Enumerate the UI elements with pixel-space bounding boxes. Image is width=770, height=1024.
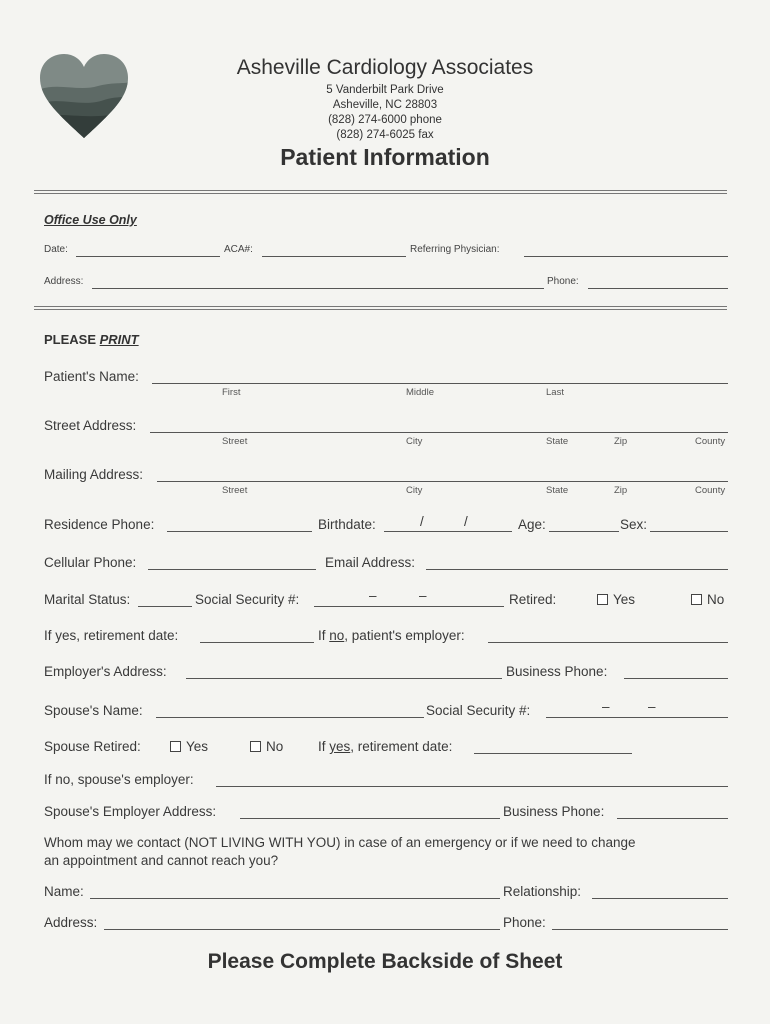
emergency-phone-field[interactable]: [552, 929, 728, 930]
ssn-dash-2: –: [419, 588, 427, 603]
spouse-retirement-date-field[interactable]: [474, 753, 632, 754]
retired-label: Retired:: [509, 592, 557, 607]
email-label: Email Address:: [325, 555, 416, 570]
age-label: Age:: [518, 517, 546, 532]
office-date-label: Date:: [44, 244, 68, 255]
page-title: Patient Information: [280, 144, 490, 170]
patient-employer-label: [318, 628, 465, 643]
emergency-relationship-label: Relationship:: [503, 884, 582, 899]
office-phone-label: Phone:: [547, 276, 579, 287]
office-phone-field[interactable]: [588, 288, 728, 289]
street-address-field[interactable]: [150, 432, 728, 433]
patient-employer-field[interactable]: [488, 642, 728, 643]
if-yes-suffix: , retirement date:: [350, 739, 453, 754]
cellular-phone-field[interactable]: [148, 569, 316, 570]
spouse-retired-no-label: No: [266, 739, 284, 754]
state-caption: State: [546, 436, 569, 447]
emergency-phone-label: Phone:: [503, 915, 546, 930]
marital-status-label: Marital Status:: [44, 592, 131, 607]
emergency-relationship-field[interactable]: [592, 898, 728, 899]
header-divider: [34, 190, 727, 194]
print-label: PRINT: [99, 332, 139, 347]
city-caption: City: [406, 436, 423, 447]
org-address-line2: Asheville, NC 28803: [332, 99, 438, 111]
mailing-street-caption: Street: [222, 485, 248, 496]
birthdate-label: Birthdate:: [318, 517, 376, 532]
birthdate-slash-2: /: [464, 514, 468, 529]
if-yes-word: yes: [329, 739, 351, 754]
heart-logo-icon: [38, 52, 130, 140]
office-referring-field[interactable]: [524, 256, 728, 257]
retired-no-label: No: [707, 592, 725, 607]
ssn-label: Social Security #:: [195, 592, 300, 607]
spouse-retired-no-checkbox[interactable]: [250, 741, 261, 752]
org-address-line1: 5 Vanderbilt Park Drive: [326, 84, 444, 96]
office-aca-field[interactable]: [262, 256, 406, 257]
business-phone-label: Business Phone:: [506, 664, 608, 679]
retired-no-checkbox[interactable]: [691, 594, 702, 605]
office-aca-label: ACA#:: [224, 244, 253, 255]
marital-status-field[interactable]: [138, 606, 192, 607]
office-use-heading: Office Use Only: [44, 213, 137, 227]
spouse-employer-label: If no, spouse's employer:: [44, 772, 194, 787]
emergency-name-field[interactable]: [90, 898, 500, 899]
if-no-prefix: If: [318, 628, 330, 643]
emergency-question-line2: an appointment and cannot reach you?: [44, 853, 279, 868]
org-name: Asheville Cardiology Associates: [236, 56, 534, 79]
retirement-date-label: If yes, retirement date:: [44, 628, 179, 643]
please-print: [44, 332, 139, 347]
if-no-suffix: , patient's employer:: [344, 628, 465, 643]
office-date-field[interactable]: [76, 256, 220, 257]
street-address-label: Street Address:: [44, 418, 137, 433]
spouse-retired-yes-option[interactable]: [170, 739, 208, 754]
spouse-ssn-field[interactable]: [546, 717, 728, 718]
residence-phone-field[interactable]: [167, 531, 312, 532]
spouse-retired-no-option[interactable]: [250, 739, 283, 754]
org-phone: (828) 274-6000 phone: [328, 114, 442, 126]
spouse-employer-address-label: Spouse's Employer Address:: [44, 804, 217, 819]
spouse-employer-field[interactable]: [216, 786, 728, 787]
sex-label: Sex:: [620, 517, 648, 532]
office-address-label: Address:: [44, 276, 84, 287]
ssn-field[interactable]: [314, 606, 504, 607]
if-yes-prefix: If: [318, 739, 330, 754]
patient-name-label: Patient's Name:: [44, 369, 139, 384]
please-label: PLEASE: [44, 332, 100, 347]
middle-caption: Middle: [406, 387, 434, 398]
spouse-business-phone-label: Business Phone:: [503, 804, 605, 819]
emergency-address-field[interactable]: [104, 929, 500, 930]
spouse-name-label: Spouse's Name:: [44, 703, 143, 718]
spouse-ssn-label: Social Security #:: [426, 703, 531, 718]
if-no-word: no: [329, 628, 345, 643]
patient-name-field[interactable]: [152, 383, 728, 384]
business-phone-field[interactable]: [624, 678, 728, 679]
mailing-address-label: Mailing Address:: [44, 467, 144, 482]
retired-yes-label: Yes: [613, 592, 636, 607]
spouse-business-phone-field[interactable]: [617, 818, 728, 819]
retired-yes-checkbox[interactable]: [597, 594, 608, 605]
mailing-address-field[interactable]: [157, 481, 728, 482]
birthdate-field[interactable]: [384, 531, 512, 532]
office-address-field[interactable]: [92, 288, 544, 289]
zip-caption: Zip: [614, 436, 628, 447]
residence-phone-label: Residence Phone:: [44, 517, 155, 532]
spouse-employer-address-field[interactable]: [240, 818, 500, 819]
county-caption: County: [695, 436, 726, 447]
street-caption: Street: [222, 436, 248, 447]
birthdate-slash-1: /: [420, 514, 424, 529]
ssn-dash-1: –: [369, 588, 377, 603]
spouse-ssn-dash-2: –: [648, 699, 656, 714]
mailing-county-caption: County: [695, 485, 726, 496]
spouse-name-field[interactable]: [156, 717, 424, 718]
employer-address-field[interactable]: [186, 678, 502, 679]
emergency-name-label: Name:: [44, 884, 84, 899]
cellular-phone-label: Cellular Phone:: [44, 555, 137, 570]
emergency-question-line1: Whom may we contact (NOT LIVING WITH YOU) in case of an emergency or if we need to change: [44, 835, 636, 850]
retired-yes-option[interactable]: [597, 592, 635, 607]
emergency-address-label: Address:: [44, 915, 98, 930]
mailing-zip-caption: Zip: [614, 485, 628, 496]
age-field[interactable]: [549, 531, 619, 532]
employer-address-label: Employer's Address:: [44, 664, 167, 679]
spouse-ssn-dash-1: –: [602, 699, 610, 714]
spouse-retired-yes-checkbox[interactable]: [170, 741, 181, 752]
retirement-date-field[interactable]: [200, 642, 314, 643]
mailing-state-caption: State: [546, 485, 569, 496]
email-field[interactable]: [426, 569, 728, 570]
office-referring-label: Referring Physician:: [410, 244, 500, 255]
spouse-retired-label: Spouse Retired:: [44, 739, 141, 754]
last-caption: Last: [546, 387, 564, 398]
sex-field[interactable]: [650, 531, 728, 532]
retired-no-option[interactable]: [691, 592, 724, 607]
spouse-retired-yes-label: Yes: [186, 739, 209, 754]
office-divider: [34, 306, 727, 310]
org-fax: (828) 274-6025 fax: [336, 129, 434, 141]
mailing-city-caption: City: [406, 485, 423, 496]
backside-notice: Please Complete Backside of Sheet: [207, 950, 563, 973]
spouse-retirement-date-label: [318, 739, 452, 754]
first-caption: First: [222, 387, 241, 398]
